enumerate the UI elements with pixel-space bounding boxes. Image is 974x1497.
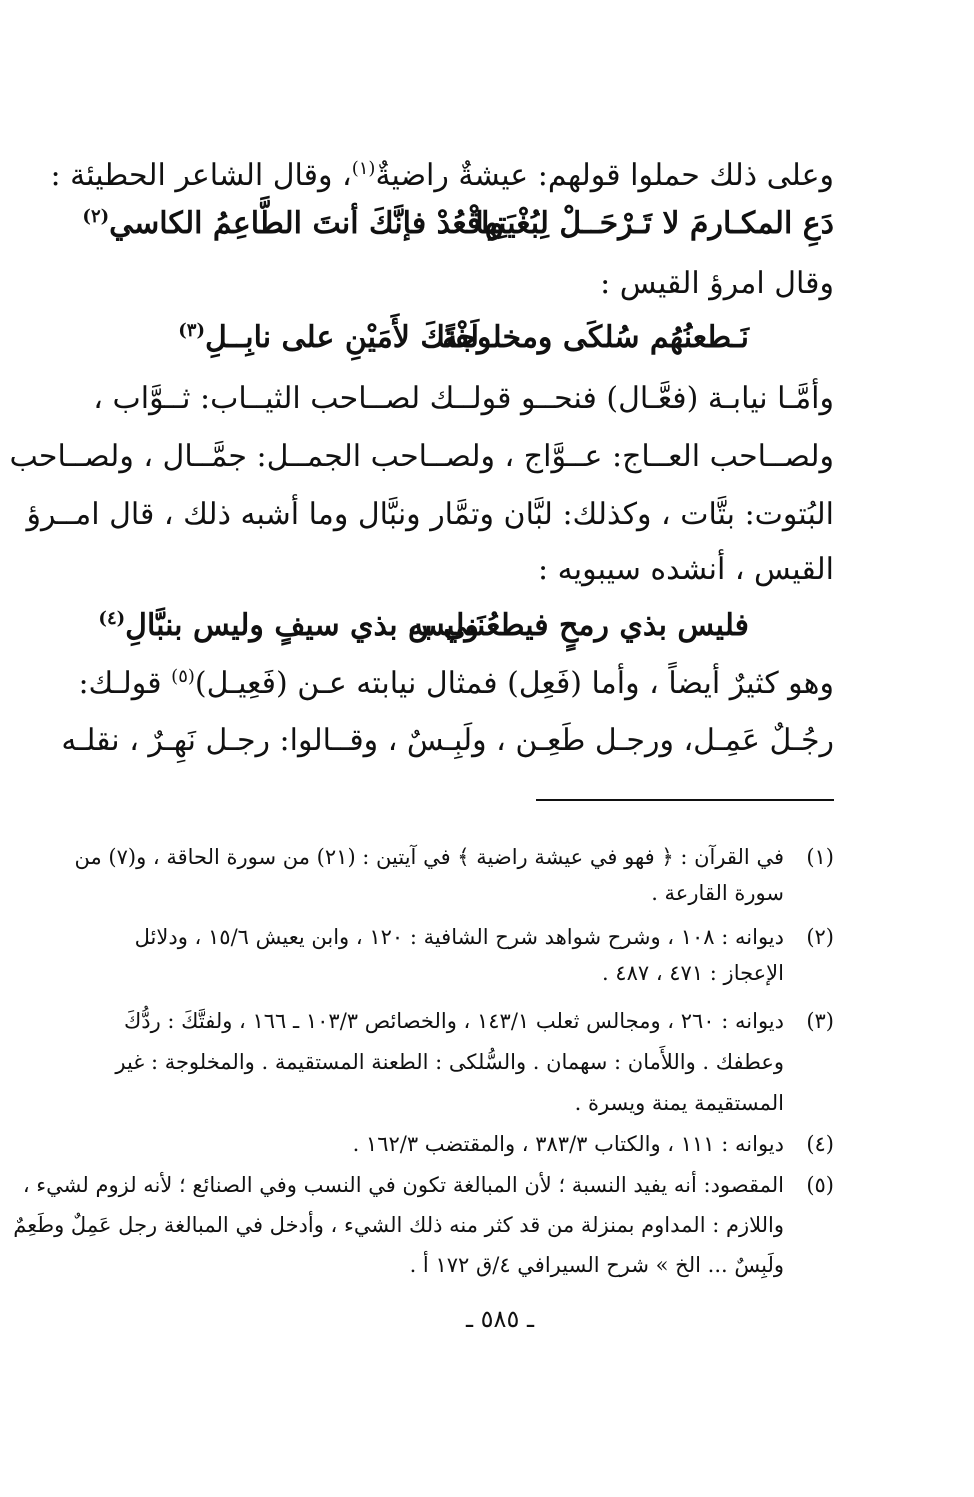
footnote-number: (٢) (806, 925, 834, 949)
footnote-1-line-1: في القرآن : ﴿ فهو في عيشة راضية ﴾ في آيتين : (٢١) من سورة الحاقة ، و(٧) من (74, 845, 784, 869)
body-line-4 (9, 436, 834, 478)
body-text: وقال امرؤ القيس : (600, 266, 834, 301)
page-number: ـ ٥٨٥ ـ (465, 1305, 534, 1333)
body-line-1 (50, 155, 834, 197)
verse-text: فليس بذي رمحٍ فيطعُنَني به (408, 608, 749, 643)
footnote-ref: (١) (351, 158, 376, 179)
verse-2-second-hemistich (178, 317, 479, 359)
body-text: القيس ، أنشده سيبويه : (538, 552, 834, 587)
verse-text: لَفْتَكَ لأَمَيْنِ على نابِــلِ (204, 320, 479, 355)
verse-3-second-hemistich (98, 605, 479, 647)
footnote-separator (536, 799, 834, 801)
footnote-ref: (٢) (82, 206, 110, 227)
body-text: وعلى ذلك حملوا قولهم: عيشةٌ راضيةٌ (375, 158, 834, 193)
body-line-8 (61, 720, 834, 762)
footnote-number: (٤) (806, 1132, 834, 1156)
body-text: رجُـلٌ عَمِـل، ورجـل طَعِـن ، ولَبِـسٌ ، وقــالوا: رجـل نَهِـرٌ ، نقلـه (61, 723, 834, 758)
footnote-number: (٥) (806, 1173, 834, 1197)
body-text: ولصــاحب العــاج: عــوَّاج ، ولصــاحب الجمــل: جمَّــال ، ولصــاحب (9, 439, 834, 474)
body-line-6 (154, 549, 834, 591)
footnote-ref: (٥) (171, 666, 195, 687)
verse-1-first-hemistich (475, 203, 834, 245)
footnote-ref: (٤) (98, 608, 126, 629)
footnote-5-line-2: واللازم : المداوم بمنزلة من قد كثر منه ذلك الشيء ، وأدخل في المبالغة رجل عَمِلٌ وطَعِمٌ (13, 1213, 784, 1237)
body-line-5 (26, 494, 834, 536)
footnote-number: (١) (806, 845, 834, 869)
body-text: وهو كثيرٌ أيضاً ، وأما (فَعِل) فمثال نيابته عـن (فَعِيـل) (194, 666, 834, 701)
verse-text: دَعِ المكـارمَ لا تَـرْحَــلْ لِبُغْيَتِها (475, 206, 834, 241)
verse-text: نَـطعنُهُم سُلكَى ومخلوجةً (442, 320, 749, 355)
footnote-3-line-3: المستقيمة يمنة ويسرة . (574, 1091, 784, 1115)
footnote-number: (٣) (806, 1009, 834, 1033)
body-text: قولـك: (78, 666, 162, 701)
footnote-1-line-2: سورة القارعة . (651, 881, 784, 905)
body-text: البُتوت: بتَّات ، وكذلك: لبَّان وتمَّار ونبَّال وما أشبه ذلك ، قال امــرؤ (26, 497, 834, 532)
footnote-2-line-2: الإعجاز : ٤٧١ ، ٤٨٧ . (601, 961, 784, 985)
body-line-2 (154, 263, 834, 305)
body-line-3 (93, 378, 834, 420)
footnote-3-line-2: وعطفك . واللأَمان : سهمان . والسُّلكى : الطعنة المستقيمة . والمخلوجة : غير (115, 1050, 784, 1074)
footnote-2-line-1: ديوانه : ١٠٨ ، وشرح شواهد شرح الشافية : ١٢٠ ، وابن يعيش ١٥/٦ ، ودلائل (134, 925, 784, 949)
footnote-ref: (٣) (178, 320, 205, 341)
body-text: ، وقال الشاعر الحطيئة : (50, 158, 352, 193)
verse-2-first-hemistich (442, 317, 749, 359)
verse-text: واقْعُدْ فإنَّكَ أنتَ الطَّاعِمُ الكاسي (109, 206, 504, 241)
body-text: وأمَّـا نيابـة (فعَّـال) فنحــو قولــك لصــاحب الثيــاب: ثــوَّاب ، (93, 381, 834, 416)
footnote-4-line-1: ديوانه : ١١١ ، والكتاب ٣٨٣/٣ ، والمقتضب ١٦٢/٣ . (352, 1132, 784, 1156)
body-line-7 (78, 663, 834, 705)
footnote-5-line-1: المقصود: أنه يفيد النسبة ؛ لأن المبالغة تكون في النسب وفي الصنائع ؛ لأنه لزوم لشيء ، (22, 1173, 784, 1197)
verse-text: وليس بذي سيفٍ وليس بنبَّالِ (125, 608, 479, 643)
footnote-3-line-1: ديوانه : ٢٦٠ ، ومجالس ثعلب ١٤٣/١ ، والخصائص ١٠٣/٣ ـ ١٦٦ ، ولفتَّكَ : ردُّكَ (123, 1009, 784, 1033)
verse-1-second-hemistich (82, 203, 504, 245)
footnote-5-line-3: ولَبِسٌ ... الخ » شرح السيرافي ٤/ق ١٧٢ أ . (409, 1253, 784, 1277)
